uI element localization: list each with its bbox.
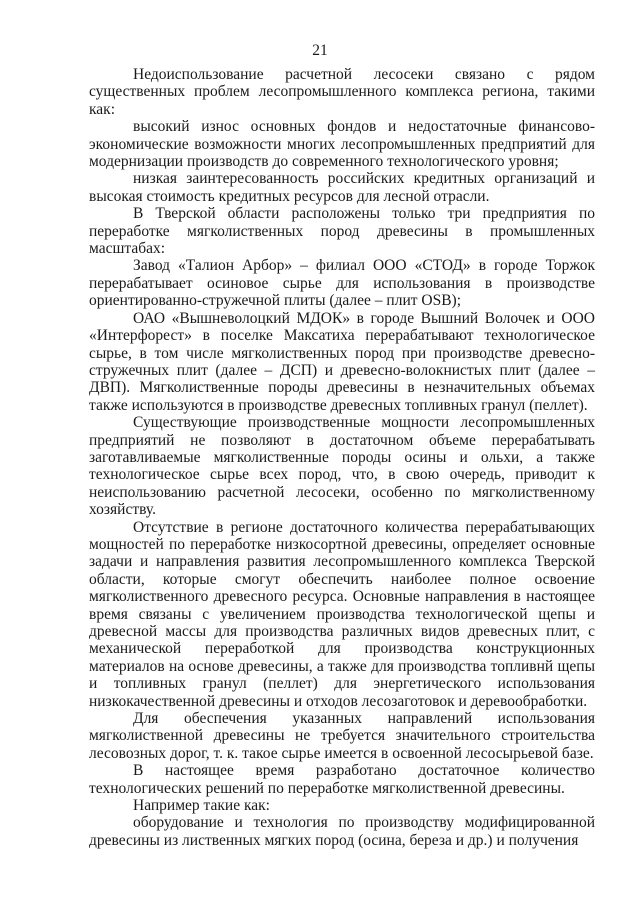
page-number: 21 xyxy=(312,42,328,59)
paragraph-capacity-insufficient: Существующие производственные мощности лесопромышленных предприятий не позволяют в достаточном объеме перерабатывать заготавливаемые мягколиственные породы осины и ольхи, а также технологическое сырье всех пород, что, в свою очередь, приводит к неиспользованию расчетной лесосеки, особенно по мягколиственному хозяйству. xyxy=(89,414,595,519)
paragraph-development-directions: Отсутствие в регионе достаточного количества перерабатывающих мощностей по переработке низкосортной древесины, определяет основные задачи и направления развития лесопромышленного комплекса Тверской области, которые смогут обеспечить наиболее полное освоение мягколиственного древесного ресурса. Основные направления в настоящее время связаны с увеличением производства технологической щепы и древесной массы для производства различных видов древесных плит, с механической переработкой для производства конструкционных материалов на основе древесины, а также для производства топливнй щепы и топливных гранул (пеллет) для энергетического использования низкокачественной древесины и отходов лесозаготовок и деревообработки. xyxy=(89,518,595,710)
paragraph-for-example: Например такие как: xyxy=(133,797,270,815)
paragraph-three-enterprises: В Тверской области расположены только три предприятия по переработке мягколиственных пород древесины в промышленных масштабах: xyxy=(89,205,595,258)
document-body xyxy=(89,66,595,849)
paragraph-technological-solutions: В настоящее время разработано достаточное количество технологических решений по переработке мягколиственной древесины. xyxy=(89,762,595,797)
paragraph-equipment-wear: высокий износ основных фондов и недостаточные финансово-экономические возможности многих лесопромышленных предприятий для модернизации производств до современного технологического уровня; xyxy=(89,118,595,171)
paragraph-talion-arbor: Завод «Талион Арбор» – филиал ООО «СТОД» в городе Торжок перерабатывает осиновое сырье для использования в производстве ориентированно-стружечной плиты (далее – плит OSB); xyxy=(89,257,595,310)
paragraph-roads-not-required: Для обеспечения указанных направлений использования мягколиственной древесины не требуется значительного строительства лесовозных дорог, т. к. такое сырье имеется в освоенной лесосырьевой базе. xyxy=(89,710,595,762)
paragraph-modified-wood: оборудование и технология по производству модифицированной древесины из лиственных мягких пород (осина, береза и др.) и получения xyxy=(89,814,595,849)
paragraph-vyshnevolotsky-mdok: ОАО «Вышневолоцкий МДОК» в городе Вышний Волочек и ООО «Интерфорест» в поселке Максатиха перерабатывают технологическое сырье, в том числе мягколиственных пород при производстве древесно-стружечных плит (далее – ДСП) и древесно-волокнистых плит (далее – ДВП). Мягколиственные породы древесины в незначительных объемах также используются в производстве древесных топливных гранул (пеллет). xyxy=(89,309,595,414)
paragraph-underuse-problems: Недоиспользование расчетной лесосеки связано с рядом существенных проблем лесопромышленного комплекса региона, такими как: xyxy=(89,66,595,118)
paragraph-credit-interest: низкая заинтересованность российских кредитных организаций и высокая стоимость кредитных ресурсов для лесной отрасли. xyxy=(89,170,595,205)
